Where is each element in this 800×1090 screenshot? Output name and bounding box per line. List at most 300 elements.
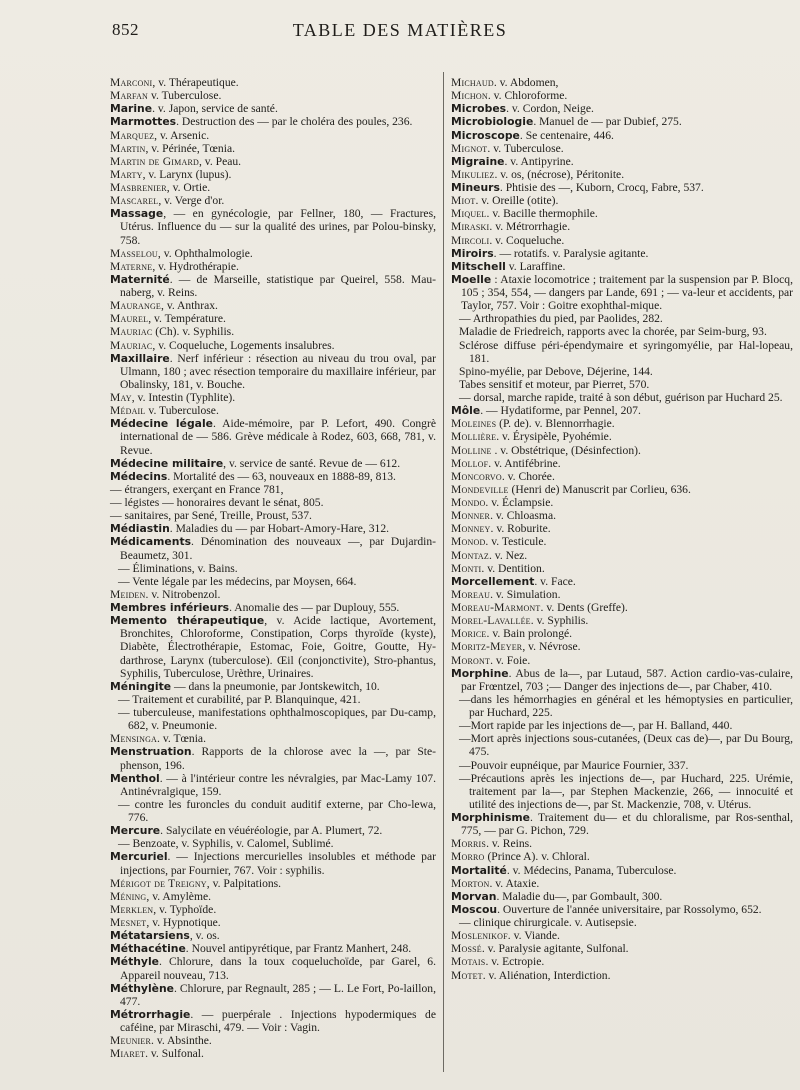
entry-text: . Phtisie des —, Kuborn, Crocq, Fabre, 537. [499,181,704,194]
entry-text: —Pouvoir eupnéique, par Maurice Fournier, 337. [459,758,689,772]
index-entry [451,811,793,837]
index-entry [110,509,436,522]
entry-text: . Chlorure, dans la toux coqueluchoïde, par Garel, 6. Appareil nouveau, 713. [120,955,436,982]
entry-heading: Moreau [451,587,491,601]
entry-text: . Chlorure, par Regnault, 285 ; — L. Le Fort, Po-laillon, 477. [120,981,436,1008]
entry-heading: Miaret [110,1047,146,1061]
index-entry [110,890,436,903]
entry-heading: Monner [451,509,491,523]
entry-heading: Méningite [110,679,172,693]
entry-text: . — Injections mercurielles insolubles et méthode par injections, par Fournier, 767. Voir : syphilis. [120,850,436,877]
index-entry [451,102,793,115]
entry-text: . v. Viande. [507,929,560,943]
index-entry [451,562,793,575]
index-entry [451,181,793,194]
entry-heading: Maurange [110,299,162,313]
entry-heading: Méthyle [110,955,159,969]
index-entry [110,575,436,588]
index-entry [451,115,793,128]
entry-text: — contre les furoncles du conduit auditif externe, par Cho-lewa, 776. [118,797,436,824]
entry-text: Spino-myélie, par Debove, Déjerine, 144. [459,364,653,378]
entry-text: . Mortalité des — 63, nouveaux en 1888-89, 813. [167,469,396,483]
index-entry [110,325,436,338]
entry-heading: Morphinisme [451,811,530,824]
entry-heading: Morro [451,850,485,864]
entry-text: . v. Chorée. [501,469,555,483]
entry-text: , v. Acide lactique, Avortement, Bronchites, Chloroforme, Constipation, Corps thyroïde (kyste), Diabète, Électrothérapie, Estomac, Foie, Goitre, Goutte, Hy-darthrose, Larynx (tuberculose). Œil (conjonctivite), Stro-phantus, Syphilis, Tuberculose, Urèthre, Urinaires. [120,614,436,680]
entry-text: — légistes — honoraires devant le sénat, 805. [110,496,324,509]
entry-heading: Mercuriel [110,850,168,864]
entry-text: — sanitaires, par Sené, Treille, Proust, 537. [110,509,312,523]
index-entry [451,325,793,338]
index-entry [110,155,436,168]
entry-text: , v. Thérapeutique. [152,76,239,89]
entry-text: , v. Coqueluche, Logements insalubres. [152,338,335,352]
index-entry [110,1008,436,1034]
entry-text: . v. Foie. [490,653,531,667]
entry-heading: Mauriac [110,338,153,352]
index-entry [110,457,436,470]
index-entry [451,864,793,877]
entry-heading: Meunier [110,1034,152,1048]
entry-heading: Marquez [110,128,155,142]
index-entry [451,365,793,378]
entry-text: . v. Japon, service de santé. [152,102,278,116]
index-entry [451,470,793,483]
index-entry [451,509,793,522]
entry-heading: Masbrenier [110,181,167,194]
entry-text: . v. Médecins, Panama, Tuberculose. [506,863,677,877]
entry-heading: Moleines [451,417,497,431]
entry-heading: Mesnet [110,916,147,929]
entry-heading: Mikuliez [451,167,495,181]
entry-text: . v. Bain prolongé. [486,627,573,641]
entry-text: . v. Face. [534,574,576,588]
entry-heading: Microbiologie [451,115,534,129]
index-entry [451,837,793,850]
entry-text: . v. Nitrobenzol. [145,587,221,601]
entry-text: . v. Chloroforme. [487,89,568,103]
index-entry [451,719,793,732]
entry-text: — dorsal, marche rapide, traité à son début, guérison par Huchard 25. [459,391,783,404]
index-entry [451,903,793,916]
right-index-column [451,76,793,982]
index-entry [451,627,793,640]
entry-heading: Moslenikof [451,929,508,943]
entry-heading: Mollière [451,430,497,444]
index-entry [451,693,793,719]
entry-text: , v. Typhoïde. [153,902,217,916]
index-entry [451,601,793,614]
entry-text: . v. Obstétrique, (Désinfection). [491,443,641,457]
entry-heading: Moreau-Marmont [451,601,541,614]
entry-text: (Ch). v. Syphilis. [152,325,235,339]
index-entry [451,640,793,653]
entry-heading: Membres inférieurs [110,601,230,614]
index-entry [451,207,793,220]
index-entry [110,982,436,1008]
entry-text: , v. os. [189,929,220,943]
index-entry [451,220,793,233]
entry-text: , v. Larynx (lupus). [142,167,232,181]
entry-heading: Maurel [110,312,149,326]
index-entry [451,667,793,693]
entry-text: v. Tuberculose. [145,404,219,418]
entry-text: . v. Érysipèle, Pyohémie. [496,430,612,444]
left-index-column [110,76,436,1060]
entry-heading: Morcellement [451,574,535,588]
entry-heading: Mircoli [451,233,490,247]
entry-text: — Benzoate, v. Syphilis, v. Calomel, Sublimé. [118,837,334,851]
entry-heading: Miot [451,194,476,208]
entry-text: v. Tuberculose. [148,89,222,103]
index-entry [110,194,436,207]
index-entry [110,601,436,614]
entry-text: . v. Syphilis. [530,614,589,628]
entry-heading: Morton [451,876,490,890]
entry-text: Tabes sensitif et moteur, par Pierret, 570. [459,377,650,391]
index-entry [110,798,436,824]
entry-text: Maladie de Friedreich, rapports avec la chorée, par Seim-burg, 93. [459,325,767,339]
index-entry [451,89,793,102]
index-entry [110,352,436,391]
index-entry [451,772,793,811]
entry-heading: Mensinga [110,732,158,746]
entry-text: —Mort rapide par les injections de—, par H. Balland, 440. [459,719,733,733]
index-entry [110,824,436,837]
entry-text: . — de Marseille, statistique par Queirel, 558. Mau-naberg, v. Reins. [120,272,436,299]
entry-text: . Abus de la—, par Lutaud, 587. Action cardio-vas-culaire, par Frœntzel, 703 ;— Danger des injections de—, par Chaber, 410. [461,666,793,693]
entry-heading: Maternité [110,272,170,286]
entry-text: , v. Hydrothérapie. [152,259,239,273]
entry-heading: Morphine [451,666,509,680]
entry-text: . v. Métrorrhagie. [489,220,571,234]
entry-text: . v. Roburite. [490,522,551,536]
entry-text: . — Hydatiforme, par Pennel, 207. [480,404,641,418]
index-entry [110,76,436,89]
index-entry [110,1047,436,1060]
entry-heading: Marmottes [110,115,177,129]
entry-heading: Miquel [451,207,487,221]
entry-heading: Mérigot de Treigny [110,876,207,890]
index-entry [110,142,436,155]
entry-text: , v. Ortie. [166,181,211,194]
entry-heading: Martin de Gimard [110,154,199,168]
index-entry [451,391,793,404]
index-entry [451,916,793,929]
entry-text: . Ouverture de l'année universitaire, par Rossolymo, 652. [497,902,762,916]
entry-heading: Médecins [110,469,168,483]
entry-heading: Mascarel [110,194,159,208]
index-entry [451,430,793,443]
entry-text: , v. Hypnotique. [146,916,221,929]
entry-heading: Méthacétine [110,942,186,956]
entry-text: , v. Périnée, Tœnia. [145,141,235,155]
entry-heading: Médecine militaire [110,456,224,470]
index-entry [110,745,436,771]
entry-heading: Moncorvo [451,469,502,483]
index-entry [110,850,436,876]
entry-text: , — en gynécologie, par Fellner, 180, — Fractures, Utérus. Influence du — sur la qualité des urines, par Polou-binsky, 758. [120,207,436,247]
entry-heading: Martin [110,141,146,155]
entry-text: . v. Paralysie agitante, Sulfonal. [481,942,629,956]
entry-heading: Marfan [110,89,149,103]
running-title: TABLE DES MATIÈRES [292,20,508,40]
entry-heading: Moront [451,653,491,667]
entry-heading: Moelle [451,272,492,286]
entry-text: . — puerpérale . Injections hypodermiques de caféine, par Miraschi, 479. — Voir : Vagin. [120,1007,436,1034]
entry-heading: Menthol [110,771,160,785]
entry-heading: Morvan [451,889,497,903]
entry-heading: Môle [451,404,481,418]
page-number: 852 [112,20,139,39]
entry-text: . v. Absinthe. [151,1034,212,1048]
entry-heading: Monod [451,535,486,549]
entry-text: . Se centenaire, 446. [519,128,614,142]
entry-heading: Morel-Lavallée [451,614,531,628]
index-entry [110,299,436,312]
entry-text: . Aide-mémoire, par P. Lefort, 490. Congrè international de — 586. Grève médicale à Rodez, 603, 668, 781, v. Revue. [120,417,436,457]
entry-heading: Maxillaire [110,351,170,365]
entry-text: . v. Dents (Greffe). [540,601,628,614]
index-entry [110,417,436,456]
entry-heading: Memento thérapeutique [110,614,265,628]
entry-text: — dans la pneumonie, par Jontskewitch, 10. [171,679,380,693]
entry-text: . — rotatifs. v. Paralysie agitante. [493,246,649,260]
entry-text: — tuberculeuse, manifestations ophthalmoscopiques, par Du-camp, 682, v. Pneumonie. [118,706,436,733]
entry-text: . Rapports de la chlorose avec la —, par Ste-phenson, 196. [120,745,436,772]
index-entry [451,247,793,260]
entry-text: . v. os, (nécrose), Péritonite. [494,167,625,181]
index-entry [451,312,793,325]
entry-text: . v. Antifébrine. [488,456,561,470]
entry-text: . v. Simulation. [490,587,561,601]
index-entry [110,1034,436,1047]
index-entry [110,772,436,798]
entry-text: — étrangers, exerçant en France 781, [110,482,284,496]
entry-heading: Merklen [110,902,154,916]
entry-text: , v. Verge d'or. [158,194,225,208]
index-entry [110,837,436,850]
entry-heading: Mitschell [451,259,506,273]
index-entry [110,339,436,352]
entry-text: . v. Tuberculose. [487,141,564,155]
index-entry [451,850,793,863]
index-entry [451,129,793,142]
index-entry [451,955,793,968]
entry-text: —Mort après injections sous-cutanées, (Deux cas de)—, par Du Bourg, 475. [459,732,793,759]
entry-heading: Molline [451,443,492,457]
entry-text: . Nouvel antipyrétique, par Frantz Manhert, 248. [185,942,412,956]
entry-text: , v. service de santé. Revue de — 612. [223,456,401,470]
index-entry [451,168,793,181]
entry-heading: Mauriac [110,325,153,339]
index-entry [110,732,436,745]
index-entry [451,942,793,955]
entry-heading: Microbes [451,102,507,116]
entry-text: , v. Température. [148,312,226,326]
entry-text: . v. Nez. [488,548,528,562]
index-entry [110,89,436,102]
entry-text: — clinique chirurgicale. v. Autisepsie. [459,916,637,929]
entry-text: . Nerf inférieur : résection au niveau du trou oval, par Ulmann, 180 ; avec résection temporaire du maxillaire inférieur, par Obalinsky, 181, v. Bouche. [120,351,436,391]
index-entry [110,955,436,981]
index-entry [451,890,793,903]
entry-heading: Mollof [451,456,489,470]
index-entry [110,929,436,942]
entry-heading: Méthylène [110,981,174,995]
index-entry [451,522,793,535]
entry-text: . Anomalie des — par Duplouy, 555. [229,601,400,614]
entry-text: . v. Sulfonal. [145,1047,204,1061]
entry-heading: Motet [451,968,483,982]
index-entry [451,496,793,509]
page-header [0,18,800,40]
index-entry [110,312,436,325]
index-entry [110,168,436,181]
index-entry [110,483,436,496]
entry-heading: Moscou [451,902,498,916]
index-entry [110,247,436,260]
entry-text: . — à l'intérieur contre les névralgies, par Mac-Lamy 107. Antinévralgique, 159. [120,771,436,798]
entry-text: : Ataxie locomotrice ; traitement par la suspension par P. Blocq, 105 ; 354, 554, — dangers par Lande, 691 ; — va-leur et accidents, par Taylor, 757. Voir : Goitre exophthal-mique. [461,272,793,313]
index-entry [451,877,793,890]
entry-text: (Henri de) Manuscrit par Corlieu, 636. [508,482,691,496]
entry-heading: Marconi [110,76,153,89]
entry-text: . v. Ataxie. [489,876,540,890]
index-entry [110,115,436,128]
index-entry [451,417,793,430]
index-entry [451,654,793,667]
entry-text: — Éliminations, v. Bains. [118,561,238,575]
index-entry [451,759,793,772]
entry-text: . v. Abdomen, [493,76,559,89]
index-entry [110,680,436,693]
entry-heading: Massage [110,207,164,221]
entry-heading: Motais [451,955,486,969]
entry-heading: Marine [110,102,153,116]
index-entry [110,102,436,115]
entry-text: . Maladies du — par Hobart-Amory-Hare, 312. [169,522,390,536]
index-entry [451,614,793,627]
index-entry [110,706,436,732]
entry-text: . v. Coqueluche. [489,233,565,247]
entry-text: . Salycilate en véuéréologie, par A. Plumert, 72. [160,824,383,838]
index-entry [451,339,793,365]
entry-text: . v. Reins. [486,837,533,851]
entry-text: , v. Arsenic. [154,128,210,142]
index-entry [451,483,793,496]
entry-text: . v. Antipyrine. [504,154,574,168]
entry-text: . v. Éclampsie. [485,496,554,509]
index-entry [110,404,436,417]
index-entry [110,273,436,299]
entry-text: . v. Oreille (otite). [475,194,559,208]
index-entry [451,929,793,942]
entry-heading: Métatarsiens [110,929,190,943]
index-entry [451,155,793,168]
index-entry [110,181,436,194]
entry-text: Sclérose diffuse péri-épendymaire et syringomyélie, par Hal-lopeau, 181. [459,338,793,365]
entry-text: , v. Névrose. [522,640,581,654]
index-entry [110,877,436,890]
entry-heading: Monney [451,522,491,536]
entry-text: —Précautions après les injections de—, par Huchard, 225. Urémie, traitement par la—, par Stephen Mackenzie, 266, — innocuité et utilité des injections de—, par St. Mackenzie, 708, v. Utérus. [459,771,793,811]
entry-heading: Morice [451,627,487,641]
index-entry [451,76,793,89]
entry-heading: Mercure [110,824,161,838]
entry-text: , v. Amylème. [146,889,212,903]
index-entry [110,693,436,706]
entry-heading: Menstruation [110,745,192,759]
entry-heading: Mondeville [451,482,509,496]
entry-text: . v. Bacille thermophile. [486,207,598,221]
entry-text: —dans les hémorrhagies en général et les hémoptysies en particulier, par Huchard, 225. [459,692,793,719]
entry-heading: Méning [110,889,147,903]
entry-text: , v. Ophthalmologie. [157,246,253,260]
entry-text: . v. Testicule. [485,535,547,549]
entry-text: v. Laraffine. [505,259,566,273]
entry-text: . Maladie du—, par Gombault, 300. [496,889,663,903]
entry-heading: Morris [451,837,487,851]
index-entry [451,378,793,391]
entry-heading: Miroirs [451,246,494,260]
index-entry [110,470,436,483]
entry-text: , v. Anthrax. [161,299,218,313]
entry-heading: Materne [110,259,153,273]
index-entry [451,444,793,457]
entry-text: , v. Intestin (Typhlite). [131,391,236,404]
entry-heading: Médicaments [110,535,192,549]
index-entry [110,903,436,916]
index-entry [110,207,436,246]
entry-heading: Michaud [451,76,494,89]
index-entry [451,732,793,758]
entry-heading: May [110,391,132,404]
index-entry [110,614,436,680]
index-entry [451,588,793,601]
index-entry [110,588,436,601]
entry-text: (Prince A). v. Chloral. [484,850,590,864]
entry-heading: Microscope [451,128,520,142]
index-entry [110,260,436,273]
entry-heading: Métrorrhagie [110,1007,191,1021]
entry-heading: Mortalité [451,863,507,877]
index-entry [451,535,793,548]
index-entry [451,194,793,207]
index-entry [451,260,793,273]
entry-heading: Miraski [451,220,490,234]
index-entry [110,129,436,142]
index-entry [451,457,793,470]
index-entry [451,969,793,982]
entry-heading: Masselou [110,246,158,260]
index-entry [110,522,436,535]
entry-text: . v. Chloasma. [490,509,556,523]
entry-heading: Mondo [451,496,486,509]
entry-text: . v. Aliénation, Interdiction. [482,968,611,982]
index-entry [110,562,436,575]
index-entry [451,404,793,417]
index-entry [451,142,793,155]
index-entry [451,549,793,562]
entry-text: , v. Peau. [198,154,242,168]
index-entry [451,273,793,312]
entry-heading: Mineurs [451,181,500,194]
index-entry [110,391,436,404]
entry-heading: Michon [451,89,488,103]
entry-text: , v. Palpitations. [206,876,282,890]
